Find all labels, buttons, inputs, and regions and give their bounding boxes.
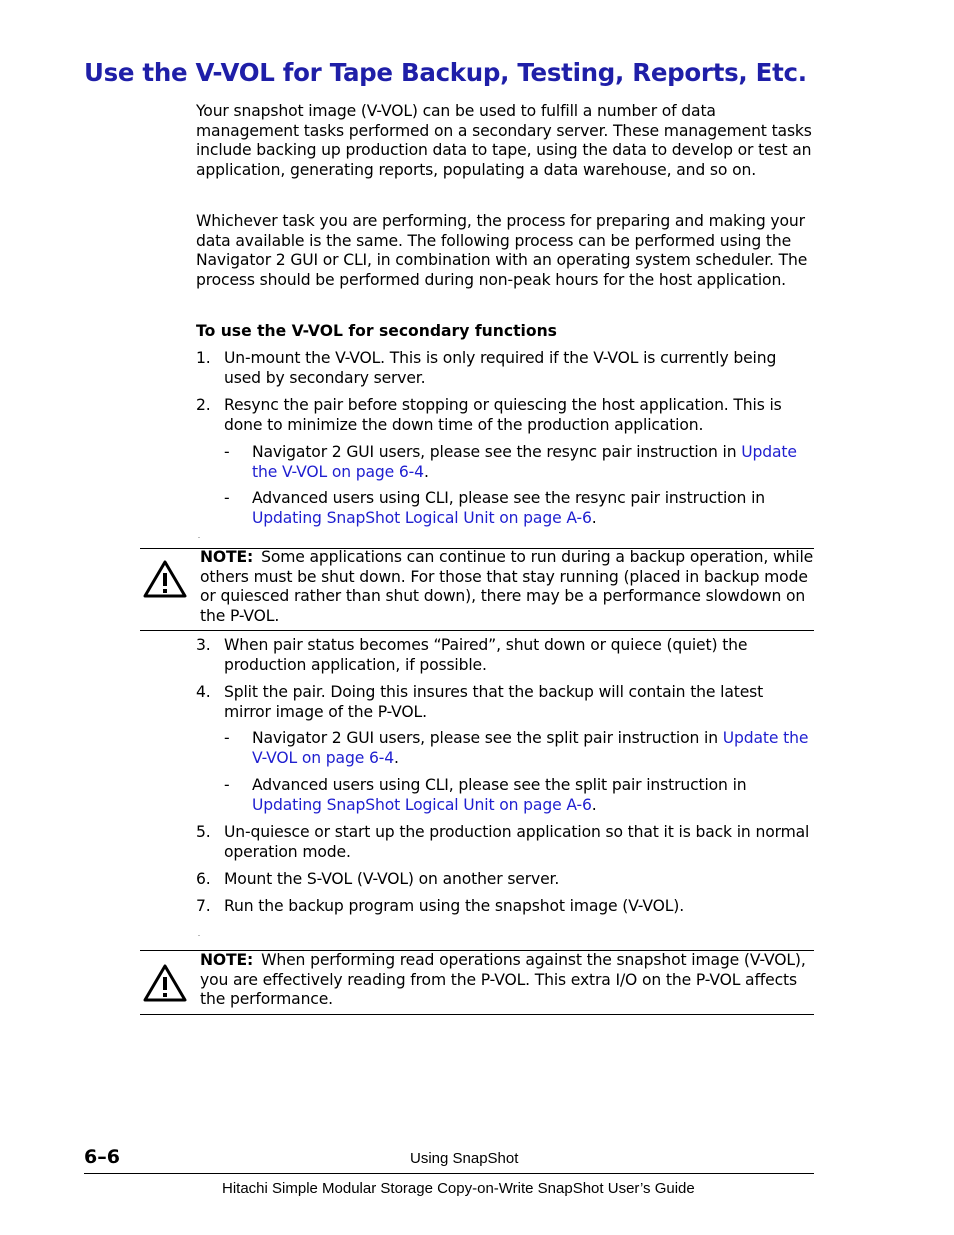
step-text: Split the pair. Doing this insures that the backup will contain the latest mirror image of the P-VOL. — [224, 683, 764, 721]
sub-item-body: Navigator 2 GUI users, please see the resync pair instruction in — [252, 443, 742, 461]
step-text: Resync the pair before stopping or quiescing the host application. This is done to minimize the down time of the production application. — [224, 396, 782, 434]
bullet-dash: - — [224, 776, 230, 794]
sub-item-period: . — [423, 462, 429, 481]
sub-item-body: Navigator 2 GUI users, please see the split pair instruction in — [252, 729, 723, 747]
page-number: 6–6 — [84, 1146, 120, 1168]
bullet-dash: - — [224, 489, 230, 507]
sub-list-item — [224, 443, 814, 482]
list-item — [196, 636, 814, 675]
sub-item-text — [252, 489, 814, 528]
list-item — [196, 396, 814, 435]
step-number: 5. — [196, 823, 211, 841]
cross-reference-link[interactable]: Update the V-VOL on page 6-4 — [252, 443, 797, 481]
list-item — [196, 870, 814, 890]
note-text — [200, 548, 814, 626]
step-text: Un-quiesce or start up the production application so that it is back in normal operation mode. — [224, 823, 810, 861]
step-text: Run the backup program using the snapshot image (V-VOL). — [224, 897, 685, 915]
sub-list-item — [224, 489, 814, 528]
section-heading: Use the V-VOL for Tape Backup, Testing, Reports, Etc. — [84, 58, 807, 87]
note-label: NOTE: — [200, 951, 254, 969]
stray-mark — [198, 935, 200, 936]
list-item — [196, 683, 814, 722]
step-text: When pair status becomes “Paired”, shut down or quiece (quiet) the production application, if possible. — [224, 636, 748, 674]
note-text — [200, 951, 814, 1010]
note-bottom-rule — [140, 1014, 814, 1015]
note-body: When performing read operations against the snapshot image (V-VOL), you are effectively reading from the P-VOL. This extra I/O on the P-VOL affects the performance. — [200, 951, 806, 1008]
procedure-title: To use the V-VOL for secondary functions — [196, 322, 557, 340]
sub-list-item — [224, 776, 814, 815]
sub-item-period: . — [591, 508, 597, 527]
step-number: 6. — [196, 870, 211, 888]
intro-paragraph: Your snapshot image (V-VOL) can be used to fulfill a number of data management tasks performed on a secondary server. These management tasks include backing up production data to tape, using the data to develop or test an application, generating reports, populating a data warehouse, and so on. — [196, 102, 812, 179]
bullet-dash: - — [224, 443, 230, 461]
step-number: 4. — [196, 683, 211, 701]
sub-item-text — [252, 443, 814, 482]
sub-item-period: . — [393, 748, 399, 767]
process-paragraph: Whichever task you are performing, the process for preparing and making your data available is the same. The following process can be performed using the Navigator 2 GUI or CLI, in combination with an operating system scheduler. The process should be performed during non-peak hours for the host application. — [196, 212, 808, 289]
sub-item-body: Advanced users using CLI, please see the split pair instruction in — [252, 776, 747, 794]
sub-item-body: Advanced users using CLI, please see the resync pair instruction in — [252, 489, 766, 507]
sub-item-text — [252, 776, 814, 815]
footer-section-title: Using SnapShot — [410, 1150, 519, 1167]
cross-reference-link[interactable]: Update the V-VOL on page 6-4 — [252, 729, 809, 767]
step-number: 2. — [196, 396, 211, 414]
cross-reference-link[interactable]: Updating SnapShot Logical Unit on page A-6 — [252, 795, 592, 814]
sub-list-item — [224, 729, 814, 768]
bullet-dash: - — [224, 729, 230, 747]
note-body: Some applications can continue to run during a backup operation, while others must be shut down. For those that stay running (placed in backup mode or quiesced rather than shut down), there may be a performance slowdown on the P-VOL. — [200, 548, 814, 625]
sub-item-text — [252, 729, 814, 768]
step-number: 1. — [196, 349, 211, 367]
list-item — [196, 897, 814, 917]
cross-reference-link[interactable]: Updating SnapShot Logical Unit on page A-6 — [252, 508, 592, 527]
warning-icon — [142, 558, 188, 600]
note-bottom-rule — [140, 630, 814, 631]
stray-mark — [198, 537, 200, 538]
sub-item-period: . — [591, 795, 597, 814]
footer-rule — [84, 1173, 814, 1174]
list-item — [196, 823, 814, 862]
step-number: 7. — [196, 897, 211, 915]
step-text: Un-mount the V-VOL. This is only required if the V-VOL is currently being used by secondary server. — [224, 349, 777, 387]
list-item — [196, 349, 814, 388]
step-number: 3. — [196, 636, 211, 654]
warning-icon — [142, 962, 188, 1004]
footer-book-title: Hitachi Simple Modular Storage Copy-on-Write SnapShot User’s Guide — [222, 1180, 695, 1197]
step-text: Mount the S-VOL (V-VOL) on another server. — [224, 870, 560, 888]
note-label: NOTE: — [200, 548, 254, 566]
